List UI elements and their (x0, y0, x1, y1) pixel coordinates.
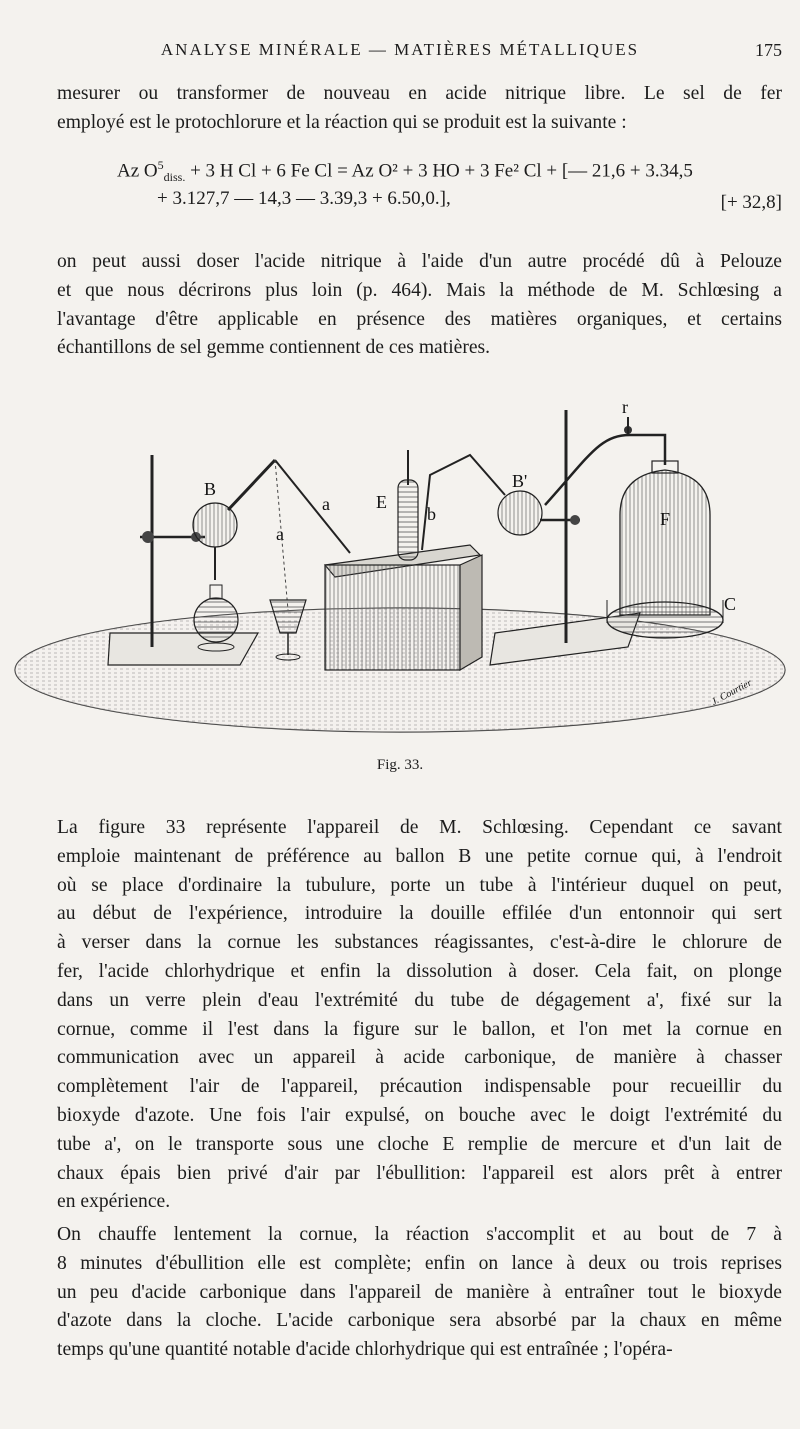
text-line: complètement l'air de l'appareil, précaution indispensable pour recueillir du (57, 1076, 782, 1098)
text-line: en expérience. (57, 1191, 171, 1213)
label-a: a (322, 494, 330, 514)
engraver-signature: J. Courtier (709, 677, 754, 708)
label-a-prime: a (276, 524, 284, 544)
text-line: dans un verre plein d'eau l'extrémité du tube de dégagement a', fixé sur la (57, 989, 782, 1011)
text-line: bioxyde d'azote. Une fois l'air expulsé, on bouche avec le doigt l'extrémité du (57, 1104, 782, 1126)
left-stand (108, 455, 258, 665)
cloche-e (398, 450, 418, 560)
paragraph-heating (57, 1221, 782, 1365)
header-title: ANALYSE MINÉRALE — MATIÈRES MÉTALLIQUES (160, 40, 640, 59)
text-line: l'avantage d'être applicable en présence des matières organiques, et certains (57, 308, 782, 330)
text-line: on peut aussi doser l'acide nitrique à l'aide d'un autre procédé dû à Pelouze (57, 251, 782, 272)
text-line: fer, l'acide chlorhydrique et enfin la dissolution à doser. Cela fait, on plonge (57, 960, 782, 982)
text-line: On chauffe lentement la cornue, la réaction s'accomplit et au bout de 7 à (57, 1224, 782, 1245)
text-line: La figure 33 représente l'appareil de M. Schlœsing. Cependant ce savant (57, 817, 782, 838)
flask-b-prime (498, 491, 580, 535)
label-r: r (622, 397, 628, 417)
equation-line-1: Az $O^5_{diss.} + 3$ H Cl + 6 Fe Cl = Az O² + 3 HO + 3 Fe² Cl + [— 21,6 + 3.34,5 (117, 158, 693, 185)
page-number: 175 (755, 40, 782, 60)
label-b: B (204, 479, 217, 499)
text-line: mesurer ou transformer de nouveau en acide nitrique libre. Le sel de fer (57, 83, 782, 104)
stopcock-r (624, 417, 632, 435)
figure-caption: Fig. 33. (376, 757, 424, 773)
bell-jar-f (607, 461, 723, 638)
text-line: à verser dans la cornue les substances réagissantes, c'est-à-dire le chlorure de (57, 932, 782, 954)
running-header (0, 38, 800, 68)
text-line: où se place d'ordinaire la tubulure, porte un tube à l'intérieur duquel on peut, (57, 874, 782, 896)
paragraph-pelouze (57, 248, 782, 363)
apparatus-illustration (0, 395, 800, 745)
text-line: 8 minutes d'ébullition elle est complète; enfin on lance à deux ou trois reprises (57, 1252, 782, 1274)
label-e: E (376, 492, 387, 512)
text-line: temps qu'une quantité notable d'acide chlorhydrique qui est entraînée ; l'opéra- (57, 1339, 673, 1361)
mercury-trough (325, 545, 482, 670)
text-line: chaux épais bien privé d'air par l'ébullition: l'appareil est alors prêt à entrer (57, 1162, 782, 1184)
text-line: cornue, comme il l'est dans la figure sur le ballon, et l'on met la cornue en (57, 1018, 782, 1040)
text-line: communication avec un appareil à acide carbonique, de manière à chasser (57, 1047, 782, 1069)
text-line: employé est le protochlorure et la réaction qui se produit est la suivante : (57, 111, 627, 133)
text-line: tube a', on le transporte sous une cloche E remplie de mercure et d'un lait de (57, 1133, 782, 1155)
text-line: au début de l'expérience, introduire la douille effilée d'un entonnoir qui sert (57, 903, 782, 925)
paragraph-description (57, 814, 782, 1217)
label-b-prime: B' (512, 471, 528, 491)
label-f: F (660, 509, 671, 529)
flask-b (193, 460, 350, 580)
text-line: d'azote dans la cloche. L'acide carbonique sera absorbé par la chaux en même (57, 1310, 782, 1332)
tube-b (422, 455, 505, 550)
intro-paragraph (57, 80, 782, 138)
text-line: échantillons de sel gemme contiennent de ces matières. (57, 337, 491, 359)
equation-result: [+ 32,8] (720, 192, 782, 213)
label-c: C (724, 594, 737, 614)
text-line: un peu d'acide carbonique dans l'appareil de manière à entraîner tout le bioxyde (57, 1281, 782, 1303)
text-line: et que nous décrirons plus loin (p. 464). Mais la méthode de M. Schlœsing a (57, 279, 782, 301)
text-line: emploie maintenant de préférence au ballon B une petite cornue qui, à l'endroit (57, 845, 782, 867)
equation-line-2: + 3.127,7 — 14,3 — 3.39,3 + 6.50,0.], (157, 188, 451, 209)
label-b-tube: b (427, 504, 436, 524)
